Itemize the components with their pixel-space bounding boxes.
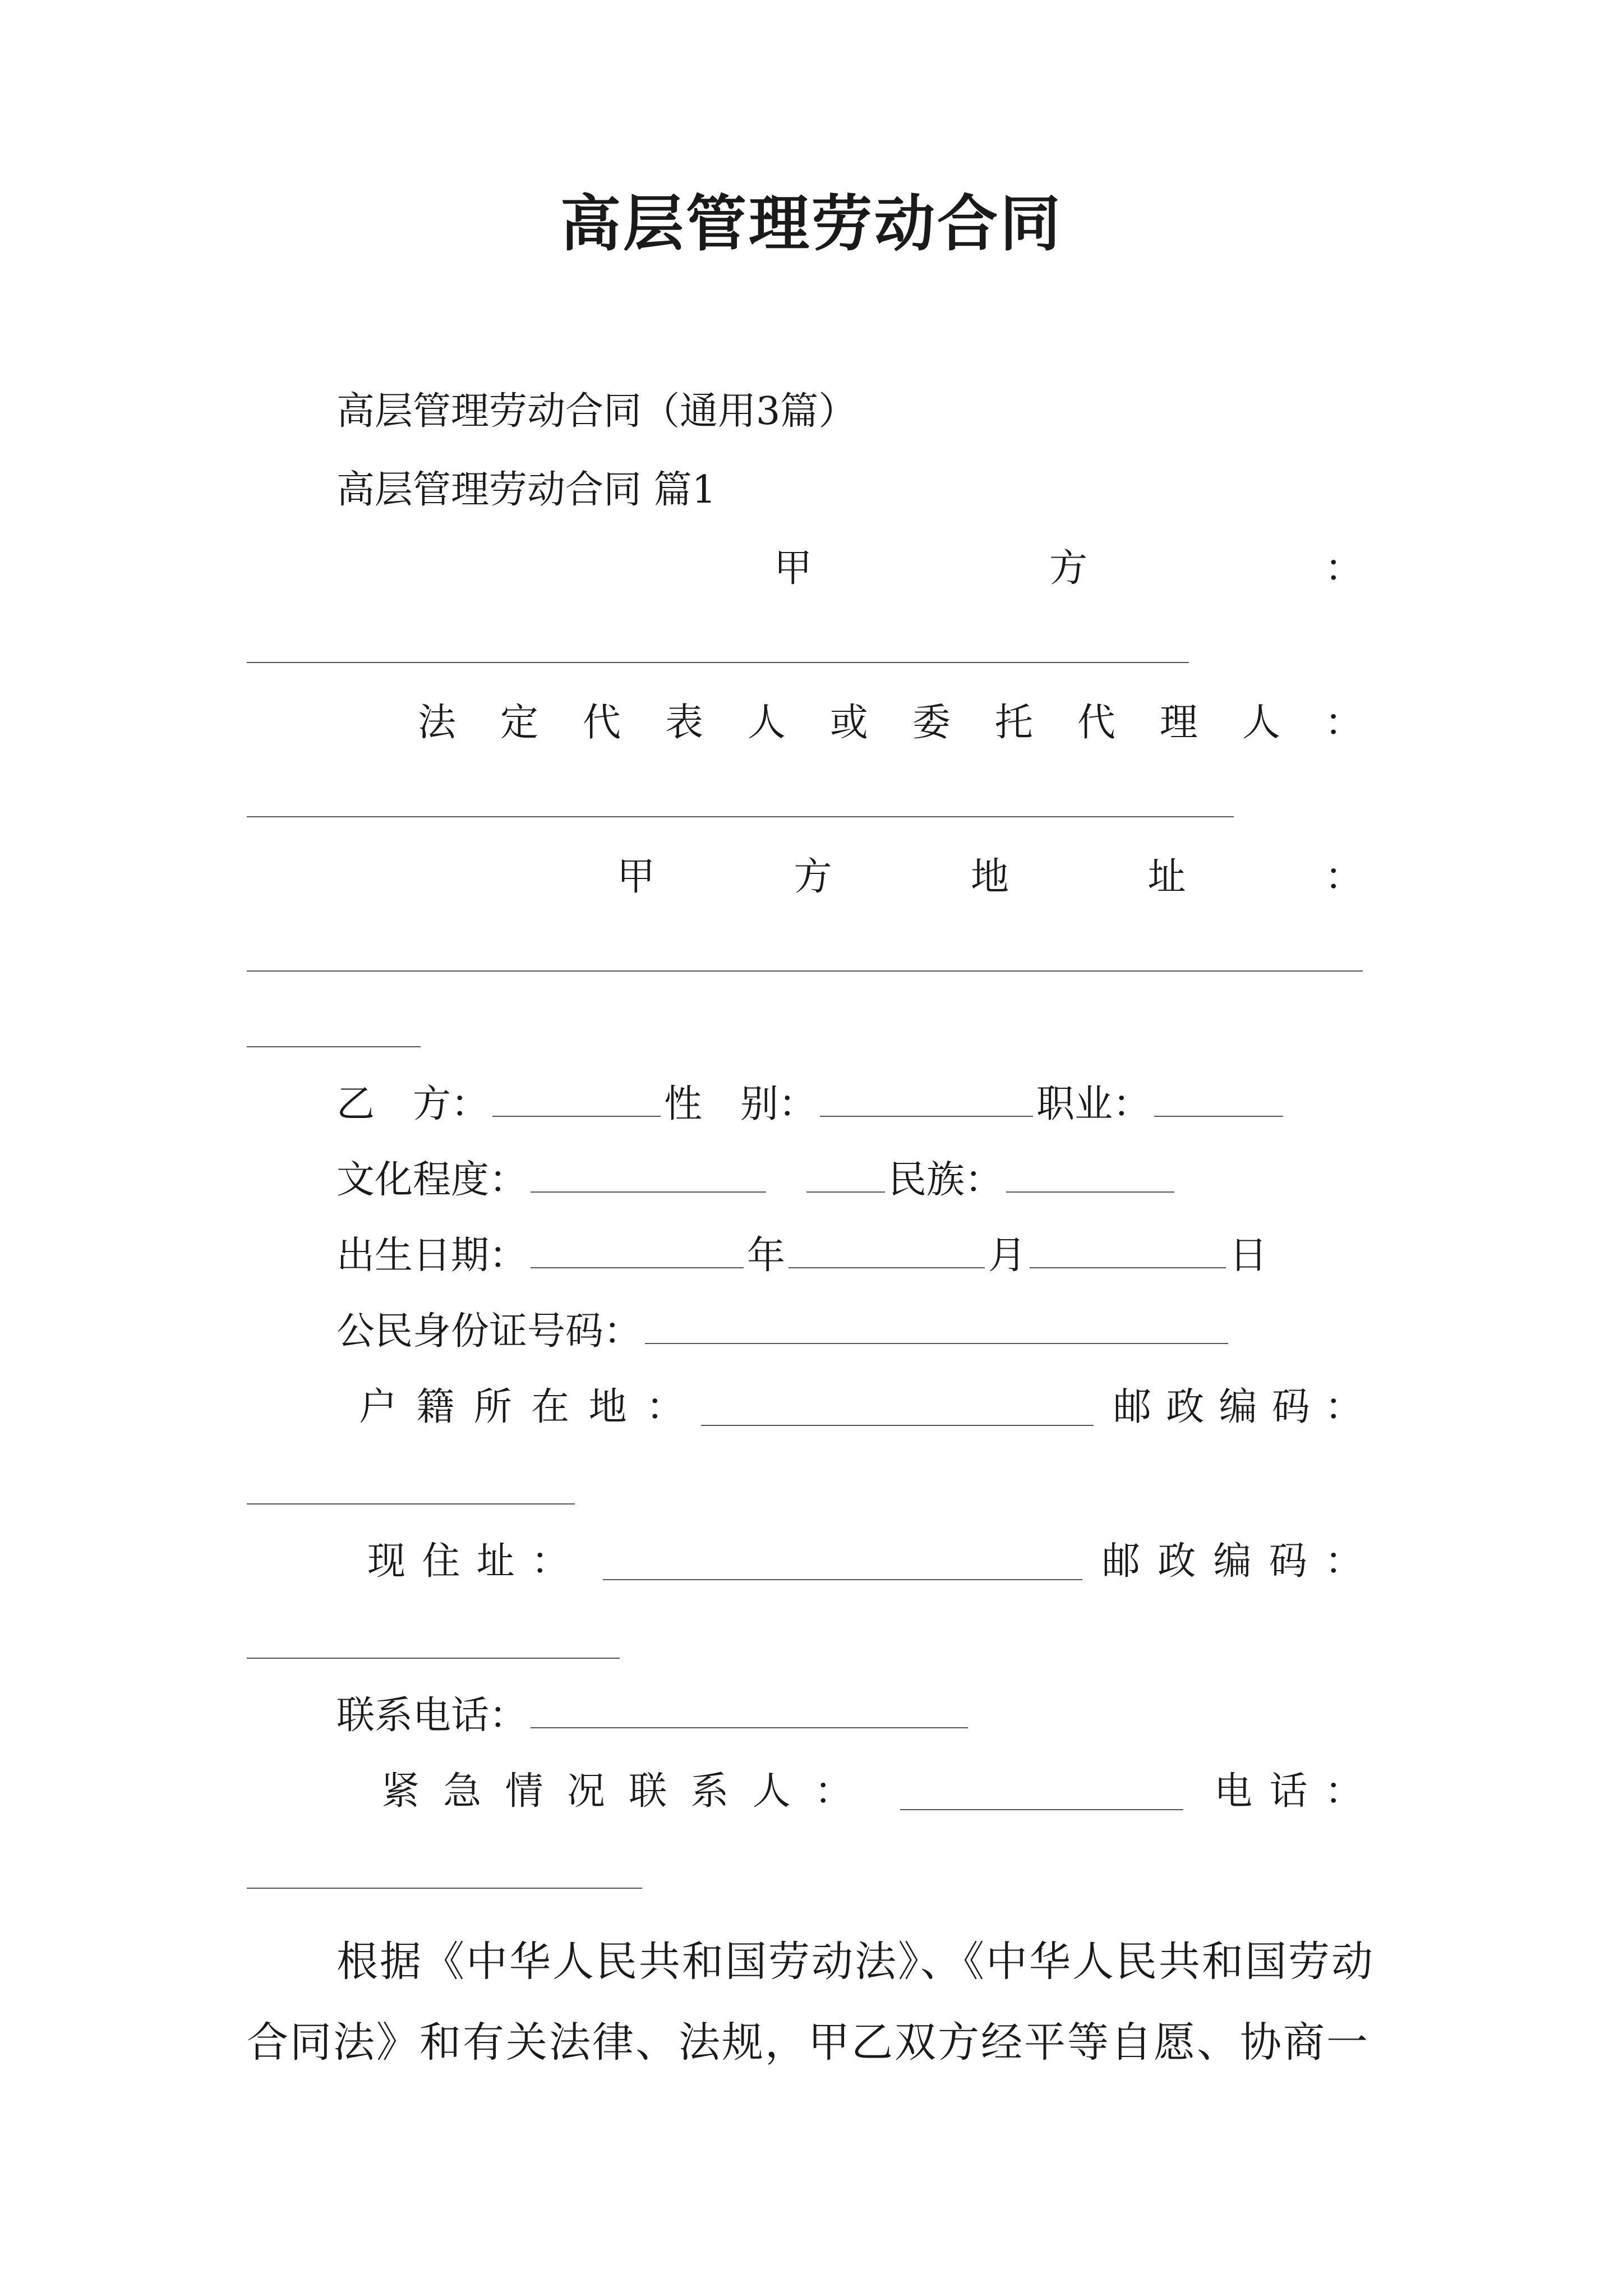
emergency-contact-label: 紧 急 情 况 联 系 人 ：	[381, 1769, 852, 1814]
party-a-label: 甲 方 ：	[774, 546, 1363, 591]
party-a-address-label: 甲 方 地 址 ：	[617, 855, 1363, 899]
section-heading: 高层管理劳动合同 篇1	[336, 468, 716, 512]
birth-row: 出生日期： 年 月 日	[336, 1234, 1268, 1278]
subtitle: 高层管理劳动合同（通用3篇）	[336, 389, 857, 434]
current-postal-label: 邮 政 编 码 ：	[1102, 1539, 1363, 1584]
education-blank-2	[806, 1186, 885, 1193]
party-b-blank	[492, 1110, 661, 1117]
emergency-phone-blank	[247, 1888, 642, 1889]
emergency-contact-blank	[900, 1809, 1183, 1810]
gender-blank	[820, 1110, 1033, 1117]
ethnic-blank	[1006, 1186, 1174, 1193]
current-address-blank	[603, 1579, 1082, 1580]
birth-month-blank	[789, 1262, 985, 1268]
party-a-blank	[247, 662, 1189, 663]
legal-rep-blank	[247, 816, 1234, 817]
hukou-postal-blank	[247, 1503, 575, 1504]
legal-rep-label: 法 定 代 表 人 或 委 托 代 理 人 ：	[418, 701, 1363, 745]
body-paragraph: 根据《中华人民共和国劳动法》、《中华人民共和国劳动合同法》和有关法律、法规，甲乙双方经平等自愿、协商一	[247, 1938, 1375, 2067]
current-address-label: 现 住 址 ：	[367, 1539, 569, 1584]
id-card-row: 公民身份证号码：	[336, 1313, 1232, 1351]
hukou-blank	[701, 1425, 1094, 1426]
phone-row: 联系电话：	[336, 1697, 971, 1735]
birth-day-blank	[1030, 1262, 1226, 1268]
party-b-row: 乙 方： 性 别： 职业：	[336, 1085, 1287, 1124]
party-a-address-blank-1	[247, 970, 1363, 972]
education-row: 文化程度： 民族：	[336, 1161, 1178, 1199]
party-a-address-blank-2	[247, 1046, 421, 1047]
hukou-label: 户 籍 所 在 地 ：	[359, 1385, 684, 1429]
phone-blank	[531, 1722, 968, 1728]
emergency-phone-label: 电 话 ：	[1214, 1769, 1363, 1814]
job-blank	[1154, 1110, 1283, 1117]
id-card-blank	[645, 1337, 1228, 1344]
hukou-postal-label: 邮 政 编 码 ：	[1113, 1385, 1363, 1429]
current-postal-blank	[247, 1658, 620, 1659]
education-blank	[531, 1186, 766, 1193]
document-title: 高层管理劳动合同	[560, 188, 1063, 259]
birth-year-blank	[531, 1262, 744, 1268]
